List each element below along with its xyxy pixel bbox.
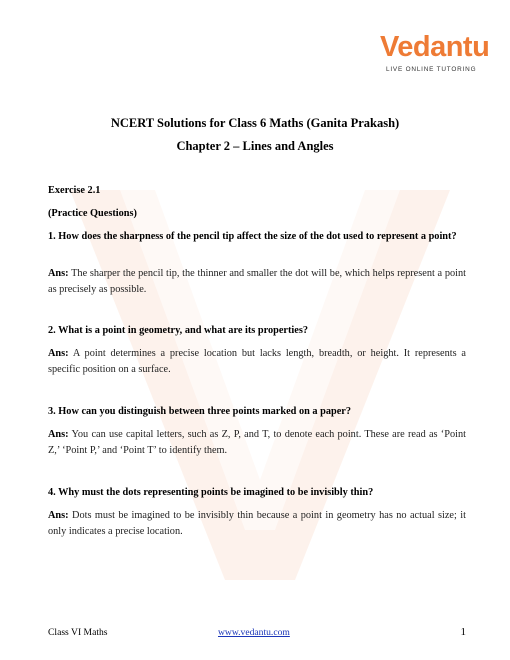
answer-text: You can use capital letters, such as Z, P, and T, to denote each point. These are read as ‘Point Z,’ ‘Point P,’ and ‘Point T’ to identify them. (48, 429, 466, 456)
answer-label: Ans: (48, 268, 69, 279)
question-2: 2. What is a point in geometry, and what are its properties? (48, 325, 309, 336)
question-3: 3. How can you distinguish between three points marked on a paper? (48, 406, 352, 417)
footer-website-link[interactable]: www.vedantu.com (218, 627, 290, 638)
answer-text: A point determines a precise location but lacks length, breadth, or height. It represents a specific position on a surface. (48, 348, 466, 375)
question-1: 1. How does the sharpness of the pencil tip affect the size of the dot used to represent a point? (48, 231, 457, 242)
answer-2 (48, 346, 466, 378)
page-number: 1 (460, 626, 466, 638)
answer-label: Ans: (48, 510, 69, 521)
exercise-subtitle: (Practice Questions) (48, 208, 137, 219)
footer-class-label: Class VI Maths (48, 627, 108, 638)
page-footer (48, 627, 466, 641)
answer-text: The sharper the pencil tip, the thinner and smaller the dot will be, which helps represent a point as precisely as possible. (48, 268, 466, 295)
exercise-label: Exercise 2.1 (48, 185, 101, 196)
answer-4 (48, 508, 466, 540)
answer-text: Dots must be imagined to be invisibly thin because a point in geometry has no actual size; it only indicates a precise location. (48, 510, 466, 537)
vedantu-logo (372, 30, 492, 80)
document-title: NCERT Solutions for Class 6 Maths (Ganita Prakash) (110, 116, 400, 130)
logo-tagline: LIVE ONLINE TUTORING (386, 66, 477, 73)
logo-wordmark: Vedantu (380, 31, 490, 63)
answer-3 (48, 427, 466, 459)
question-4: 4. Why must the dots representing points be imagined to be invisibly thin? (48, 487, 374, 498)
answer-label: Ans: (48, 348, 69, 359)
chapter-title: Chapter 2 – Lines and Angles (176, 139, 334, 153)
answer-label: Ans: (48, 429, 69, 440)
answer-1 (48, 266, 466, 298)
